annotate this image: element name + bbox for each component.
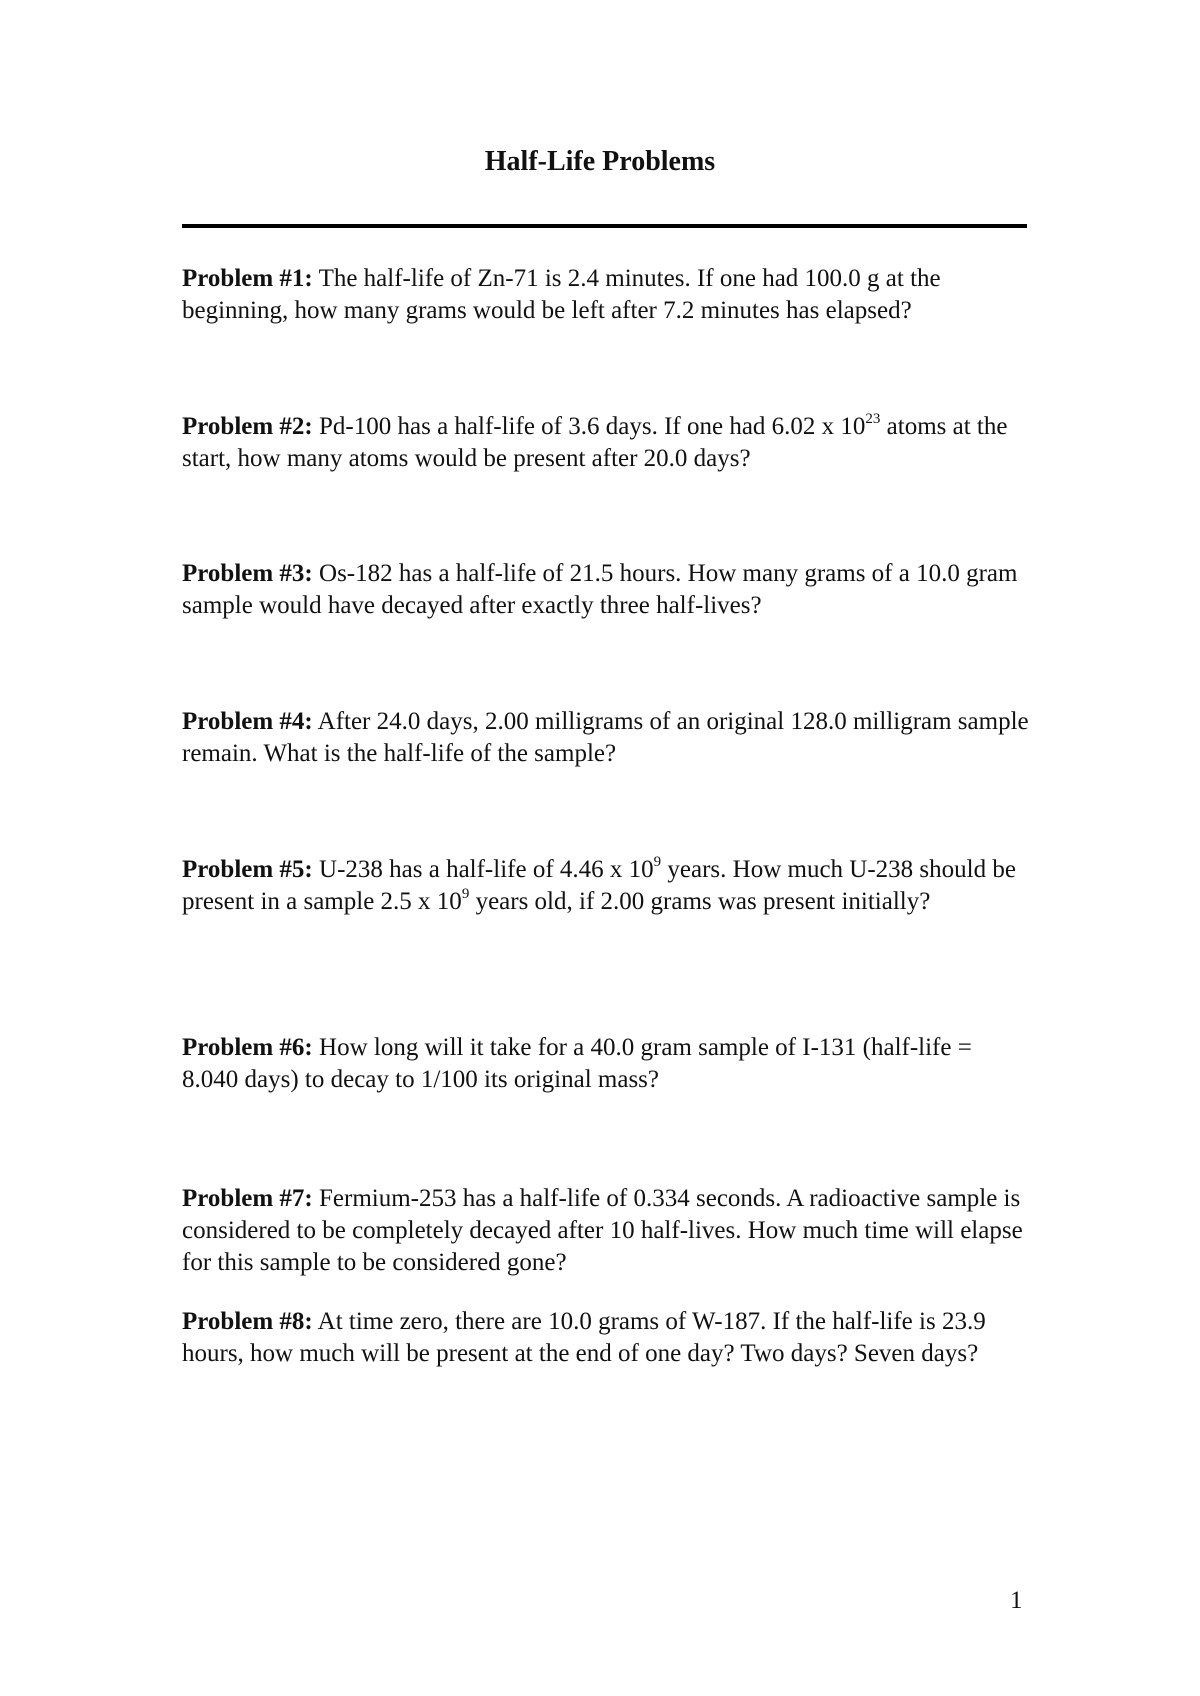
page-number: 1 <box>1010 1587 1023 1614</box>
problem-text: years old, if 2.00 grams was present initially? <box>469 888 931 915</box>
problem-7 <box>182 1183 1032 1279</box>
title-divider <box>182 224 1027 228</box>
problem-text: U-238 has a half-life of 4.46 x 10 <box>312 856 654 883</box>
problem-label: Problem #3: <box>182 560 313 587</box>
problem-text: Pd-100 has a half-life of 3.6 days. If one had 6.02 x 10 <box>312 413 866 440</box>
problem-1 <box>182 263 1032 327</box>
problem-4 <box>182 706 1032 770</box>
problem-2 <box>182 411 1032 475</box>
page-title: Half-Life Problems <box>484 146 716 177</box>
exponent: 23 <box>865 410 881 427</box>
problem-label: Problem #6: <box>182 1034 313 1061</box>
problem-label: Problem #5: <box>182 856 313 883</box>
problem-label: Problem #1: <box>182 265 313 292</box>
exponent: 9 <box>653 853 662 870</box>
problem-6 <box>182 1032 1032 1096</box>
problem-8 <box>182 1306 1032 1370</box>
problem-text: After 24.0 days, 2.00 milligrams of an original 128.0 milligram sample remain. What is the half-life of the sample? <box>182 708 1029 767</box>
problem-3 <box>182 558 1032 622</box>
problem-text: atoms at the start, how many atoms would be present after 20.0 days? <box>182 413 1008 472</box>
problem-label: Problem #7: <box>182 1185 313 1212</box>
problem-text: At time zero, there are 10.0 grams of W-187. If the half-life is 23.9 hours, how much will be present at the end of one day? Two days? Seven days? <box>182 1308 986 1367</box>
exponent: 9 <box>461 885 470 902</box>
problem-text: Os-182 has a half-life of 21.5 hours. How many grams of a 10.0 gram sample would have decayed after exactly three half-lives? <box>182 560 1018 619</box>
problem-text: Fermium-253 has a half-life of 0.334 seconds. A radioactive sample is considered to be completely decayed after 10 half-lives. How much time will elapse for this sample to be considered gone? <box>182 1185 1023 1276</box>
problem-text: years. How much U-238 should be present in a sample 2.5 x 10 <box>182 856 1016 915</box>
problem-text: The half-life of Zn-71 is 2.4 minutes. If one had 100.0 g at the beginning, how many grams would be left after 7.2 minutes has elapsed? <box>182 265 941 324</box>
problem-5 <box>182 854 1032 918</box>
problem-label: Problem #2: <box>182 413 313 440</box>
problem-label: Problem #4: <box>182 708 313 735</box>
problem-text: How long will it take for a 40.0 gram sample of I-131 (half-life = 8.040 days) to decay to 1/100 its original mass? <box>182 1034 972 1093</box>
problem-label: Problem #8: <box>182 1308 313 1335</box>
